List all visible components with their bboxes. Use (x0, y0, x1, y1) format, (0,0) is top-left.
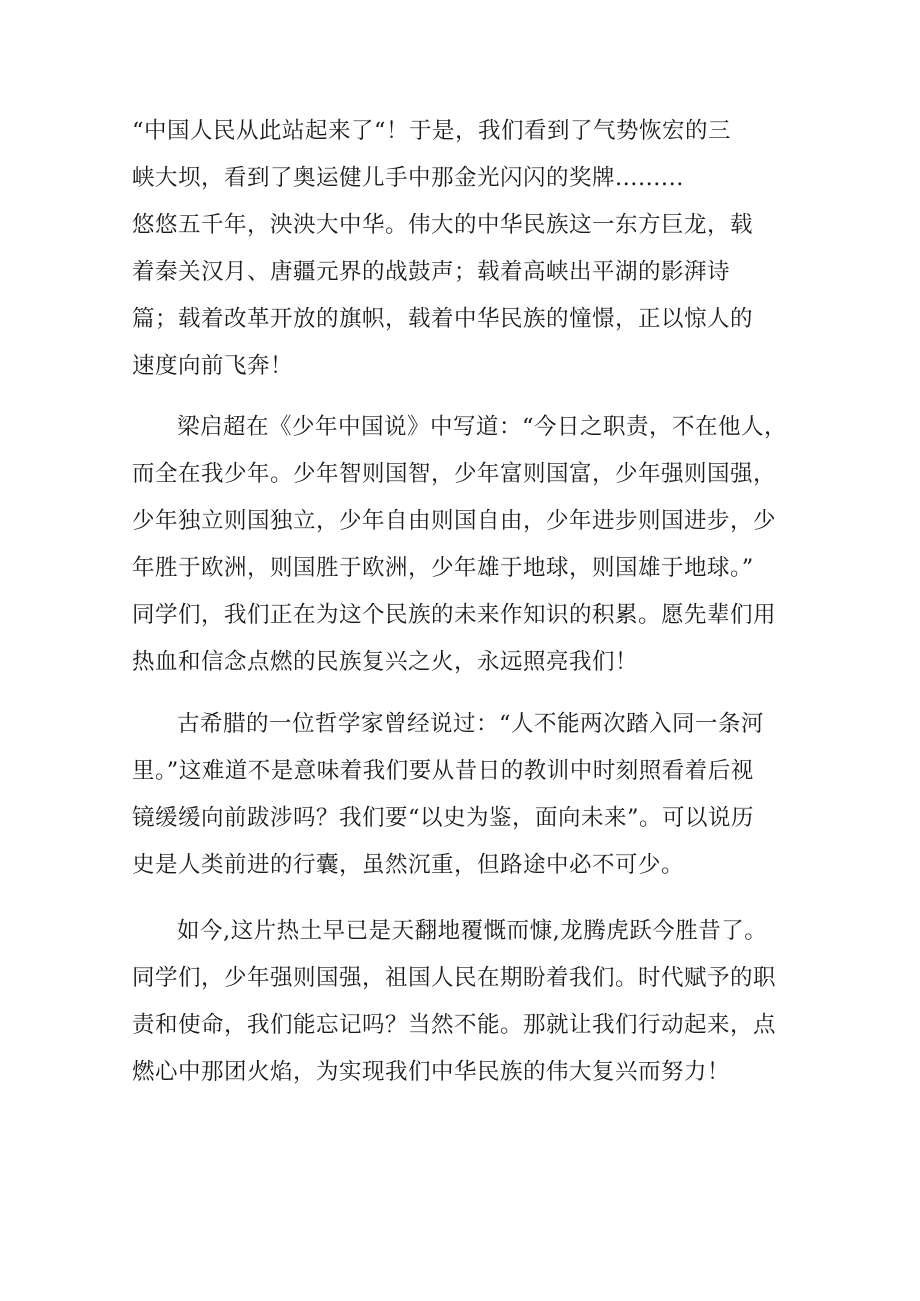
text-line: 如今,这片热土早已是天翻地覆慨而慷,龙腾虎跃今胜昔了。 (177, 918, 768, 944)
text-line: 峡大坝，看到了奥运健儿手中那金光闪闪的奖牌......... (132, 165, 684, 191)
text-line: 少年独立则国独立，少年自由则国自由，少年进步则国进步，少 (132, 508, 777, 534)
text-line: 责和使命，我们能忘记吗？当然不能。那就让我们行动起来，点 (132, 1012, 777, 1038)
paragraph-4 (132, 908, 792, 1096)
text-line: 同学们，我们正在为这个民族的未来作知识的积累。愿先辈们用 (132, 602, 777, 628)
text-line: “中国人民从此站起来了“！于是，我们看到了气势恢宏的三 (132, 118, 732, 144)
text-line: 年胜于欧洲，则国胜于欧洲，少年雄于地球，则国雄于地球。” (132, 555, 754, 581)
text-line: 史是人类前进的行囊，虽然沉重，但路途中必不可少。 (132, 852, 685, 878)
paragraph-3 (132, 701, 792, 889)
text-line: 同学们，少年强则国强，祖国人民在期盼着我们。时代赋予的职 (132, 965, 777, 991)
text-line: 速度向前飞奔！ (132, 353, 294, 379)
text-line: 燃心中那团火焰，为实现我们中华民族的伟大复兴而努力！ (132, 1059, 731, 1085)
text-line: 而全在我少年。少年智则国智，少年富则国富，少年强则国强， (132, 461, 777, 487)
text-line: 镜缓缓向前跋涉吗？我们要“以史为鉴，面向未来”。可以说历 (132, 805, 755, 831)
text-line: 热血和信念点燃的民族复兴之火，永远照亮我们！ (132, 649, 639, 675)
text-line: 篇；载着改革开放的旗帜，载着中华民族的憧憬，正以惊人的 (132, 306, 754, 332)
text-line: 里。”这难道不是意味着我们要从昔日的教训中时刻照看着后视 (132, 758, 754, 784)
text-line: 着秦关汉月、唐疆元界的战鼓声；载着高峡出平湖的影湃诗 (132, 259, 731, 285)
paragraph-1 (132, 108, 792, 390)
text-line: 悠悠五千年，泱泱大中华。伟大的中华民族这一东方巨龙，载 (132, 212, 754, 238)
text-line: 古希腊的一位哲学家曾经说过：“人不能两次踏入同一条河 (177, 711, 765, 737)
paragraph-2 (132, 404, 792, 686)
text-line: 梁启超在《少年中国说》中写道：“今日之职责，不在他人， (177, 414, 788, 440)
